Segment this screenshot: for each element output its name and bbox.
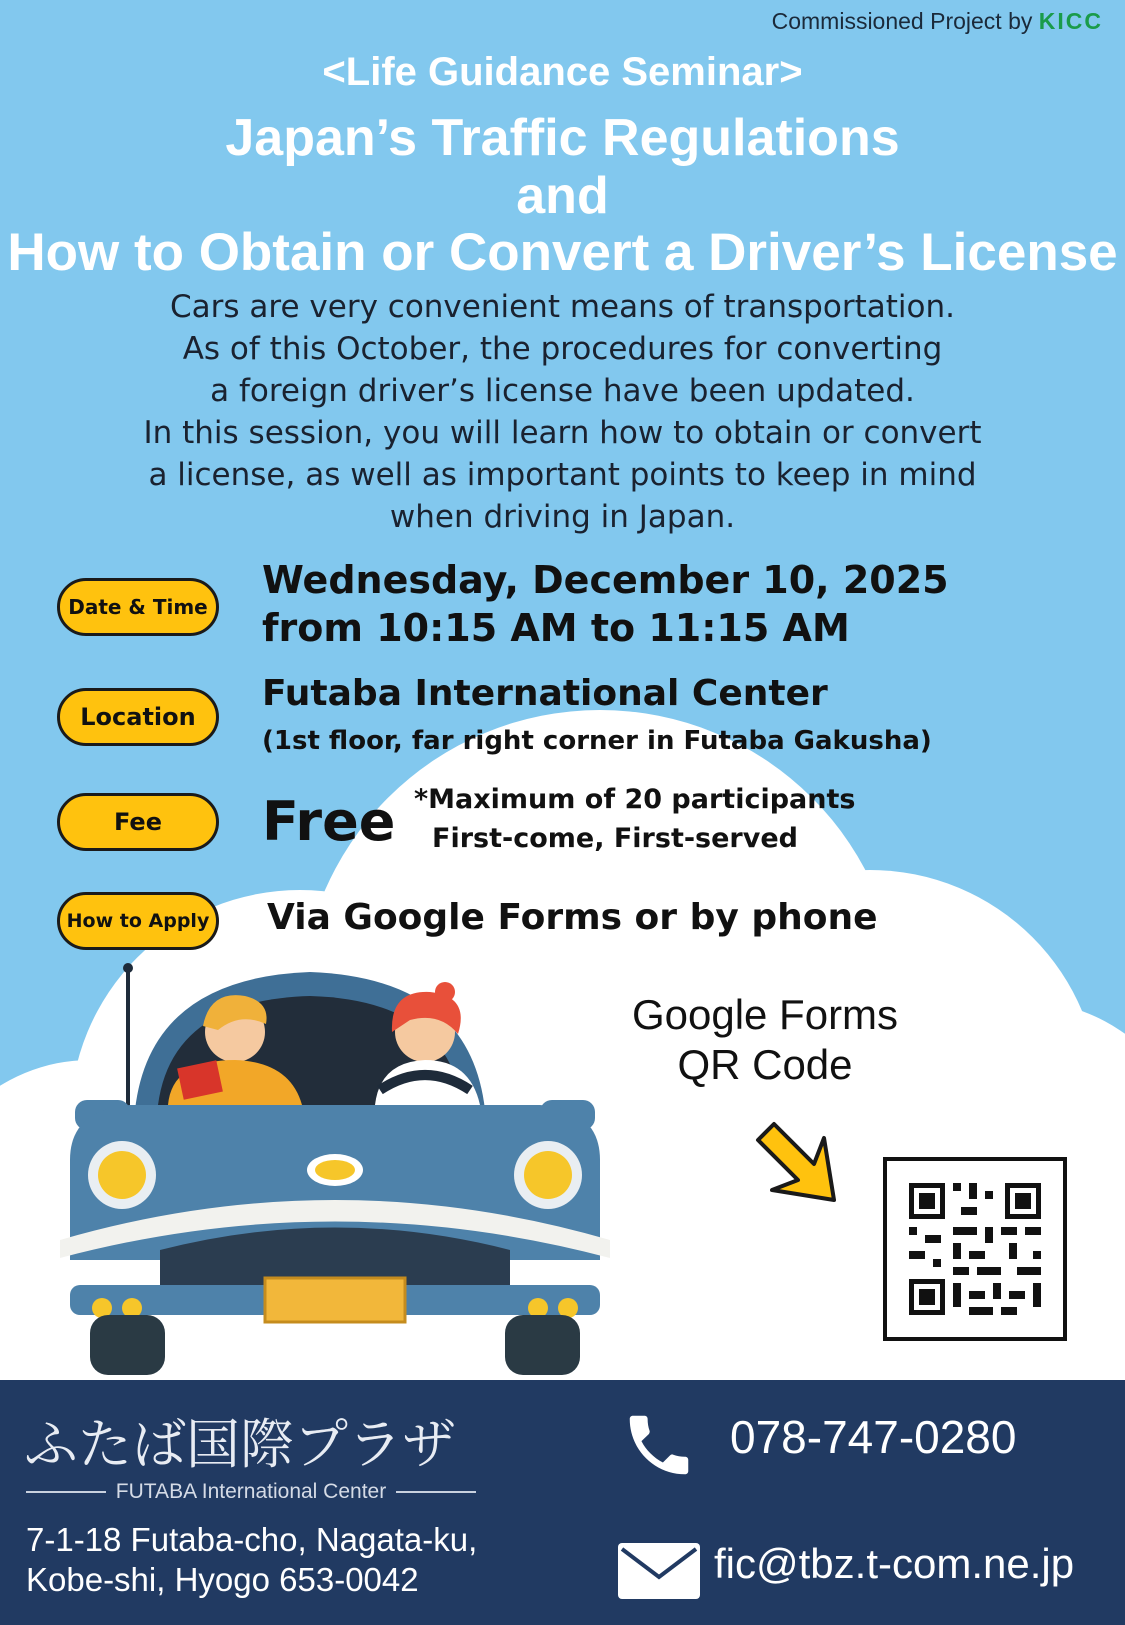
phone-number[interactable]: 078-747-0280 <box>730 1411 1017 1463</box>
qr-pattern <box>887 1161 1063 1337</box>
location-detail: (1st floor, far right corner in Futaba Gakusha) <box>262 726 932 756</box>
address-line-2: Kobe-shi, Hyogo 653-0042 <box>26 1561 419 1598</box>
address-line-1: 7-1-18 Futaba-cho, Nagata-ku, <box>26 1521 478 1558</box>
fee-value: Free <box>262 790 396 853</box>
right-tire <box>505 1315 580 1375</box>
commission-text: Commissioned Project by <box>771 8 1033 34</box>
email-address[interactable]: fic@tbz.t-com.ne.jp <box>714 1540 1075 1587</box>
qr-label-line-2: QR Code <box>677 1041 853 1088</box>
divider <box>26 1491 106 1493</box>
first-come-note: First-come, First-served <box>432 823 798 854</box>
footer <box>0 1380 1125 1625</box>
arrow-down-right-icon <box>752 1118 842 1208</box>
seminar-kicker: <Life Guidance Seminar> <box>322 50 803 94</box>
phone-icon <box>620 1406 698 1484</box>
title-line-3: How to Obtain or Convert a Driver’s License <box>7 223 1118 282</box>
how-to-apply-label: How to Apply <box>57 892 219 950</box>
event-date: Wednesday, December 10, 2025 <box>262 558 949 602</box>
right-headlight <box>524 1151 572 1199</box>
car-emblem <box>315 1160 355 1180</box>
description-line: As of this October, the procedures for converting <box>182 331 943 367</box>
location-label: Location <box>57 688 219 746</box>
license-plate <box>265 1278 405 1322</box>
kicc-logo: KICC <box>1038 8 1103 34</box>
date-time-label: Date & Time <box>57 578 219 636</box>
qr-label-line-1: Google Forms <box>631 991 899 1038</box>
car-illustration <box>40 960 630 1380</box>
org-name-en: FUTABA International Center <box>115 1480 387 1503</box>
address <box>26 1520 477 1600</box>
fee-label: Fee <box>57 793 219 851</box>
divider <box>396 1491 476 1493</box>
description-line: when driving in Japan. <box>389 499 736 535</box>
description-line: In this session, you will learn how to obtain or convert <box>143 415 982 451</box>
qr-code[interactable] <box>883 1157 1067 1341</box>
description-line: a foreign driver’s license have been updated. <box>210 373 915 409</box>
org-name-jp: ふたば国際プラザ <box>24 1415 456 1475</box>
qr-label <box>595 990 935 1090</box>
mail-icon <box>618 1543 700 1599</box>
apply-method: Via Google Forms or by phone <box>267 897 878 938</box>
description-line: a license, as well as important points to keep in mind <box>148 457 977 493</box>
description <box>0 286 1125 538</box>
org-name-en-row <box>26 1480 476 1504</box>
date-time-info <box>262 556 949 652</box>
left-headlight <box>98 1151 146 1199</box>
title-line-1: Japan’s Traffic Regulations <box>225 109 900 167</box>
commission-credit <box>772 8 1103 35</box>
title-line-2: and <box>516 167 609 225</box>
left-tire <box>90 1315 165 1375</box>
event-time: from 10:15 AM to 11:15 AM <box>262 606 850 650</box>
location-name: Futaba International Center <box>262 673 828 714</box>
description-line: Cars are very convenient means of transportation. <box>170 289 955 325</box>
capacity-note: *Maximum of 20 participants <box>414 784 856 815</box>
